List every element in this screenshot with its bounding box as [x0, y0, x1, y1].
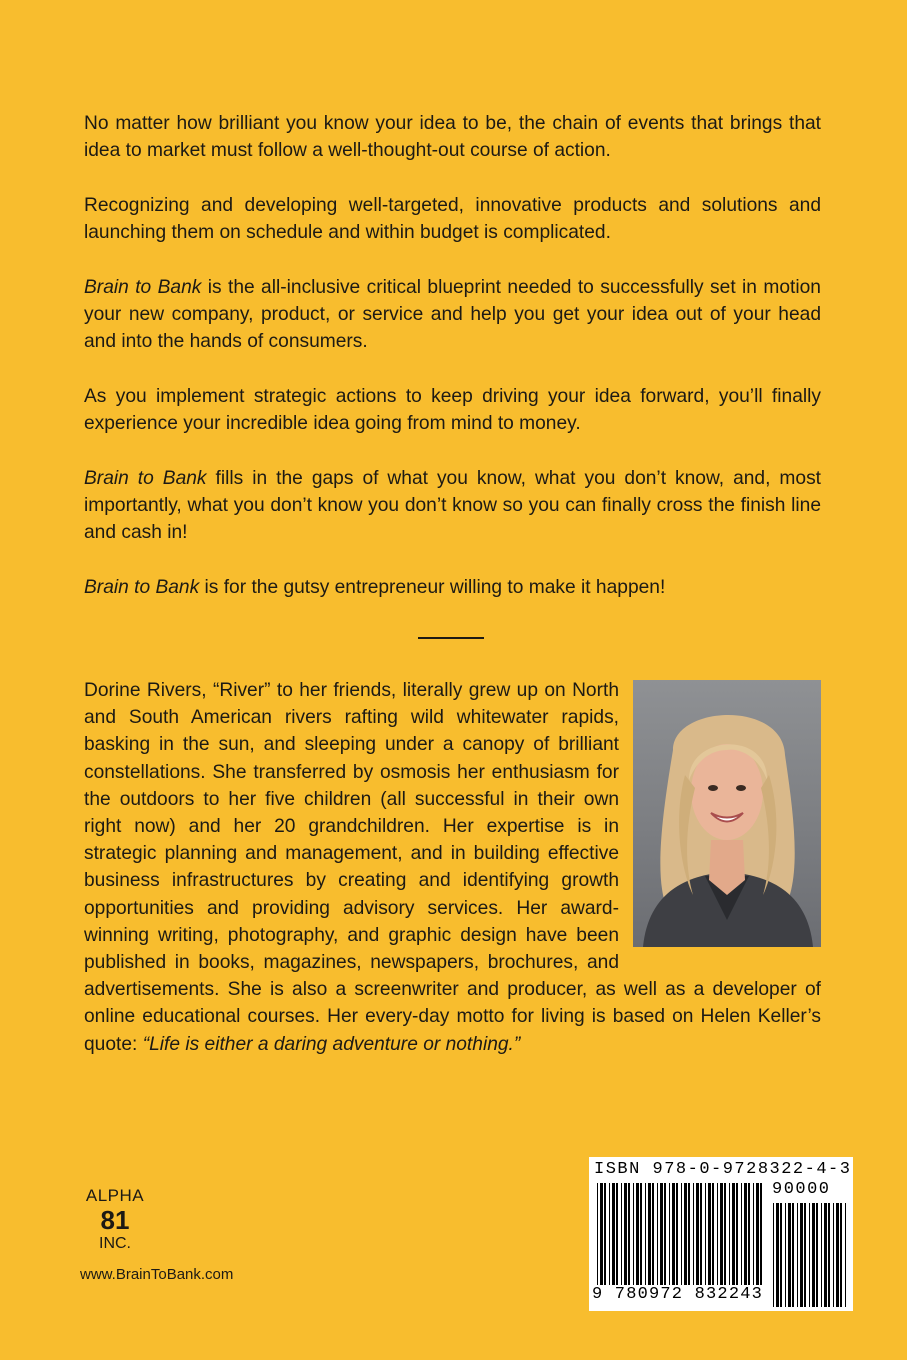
blurb-paragraph-5	[84, 465, 821, 547]
isbn-number: ISBN 978-0-9728322-4-3	[594, 1160, 852, 1179]
author-portrait-illustration	[633, 680, 821, 947]
blurb-text: is the all-inclusive critical blueprint needed to successfully set in motion your new company, product, or service and help you get your idea out of your head and into the hands of consumers.	[84, 276, 821, 353]
website-url: www.BrainToBank.com	[80, 1266, 234, 1283]
publisher-logo	[80, 1186, 150, 1254]
ean-number: 9 780972 832243	[592, 1285, 764, 1304]
blurb-paragraph-3	[84, 274, 821, 356]
blurb-text: fills in the gaps of what you know, what you don’t know, and, most importantly, what you don’t know you don’t know so you can finally cross the finish line and cash in!	[84, 467, 821, 544]
back-cover-blurb	[84, 110, 821, 629]
helen-keller-quote: “Life is either a daring adventure or nothing.”	[142, 1033, 521, 1055]
blurb-paragraph-2: Recognizing and developing well-targeted, innovative products and solutions and launching them on schedule and within budget is complicated.	[84, 194, 821, 244]
blurb-paragraph-1: No matter how brilliant you know your idea to be, the chain of events that brings that idea to market must follow a well-thought-out course of action.	[84, 113, 821, 162]
blurb-paragraph-6	[84, 574, 821, 601]
blurb-paragraph-4: As you implement strategic actions to keep driving your idea forward, you’ll finally experience your incredible idea going from mind to money.	[84, 385, 821, 435]
blurb-text: is for the gutsy entrepreneur willing to make it happen!	[199, 576, 666, 598]
bio-text: Dorine Rivers, “River” to her friends, literally grew up on North and South American rivers rafting wild whitewater rapids, basking in the sun, and sleeping under a canopy of brilliant constellations. She transferred by osmosis her enthusiasm for the outdoors to her five children (all successful in their own right now) and her 20 grandchildren. Her expertise is in strategic planning and management, and in building effective business infrastructures by creating and identifying growth opportunities and providing advisory services. Her award-winning writing, photography, and graphic design have been published in books, magazines, newspapers, brochures, and advertisements. She is also a screenwriter and producer, as well as a developer of online educational courses. Her every-day motto for living is based on Helen Keller’s quote:	[84, 680, 821, 1055]
publisher-logo-line-3: INC.	[99, 1235, 131, 1252]
author-bio	[84, 677, 821, 1058]
book-title-italic: Brain to Bank	[84, 276, 202, 298]
publisher-logo-line-1: ALPHA	[85, 1186, 145, 1205]
book-title-italic: Brain to Bank	[84, 576, 200, 598]
publisher-logo-line-2: 81	[100, 1205, 130, 1235]
author-photo	[633, 680, 821, 947]
book-title-italic: Brain to Bank	[84, 467, 207, 489]
section-divider	[418, 637, 484, 639]
isbn-barcode	[589, 1157, 853, 1311]
price-addon-number: 90000	[772, 1180, 831, 1199]
